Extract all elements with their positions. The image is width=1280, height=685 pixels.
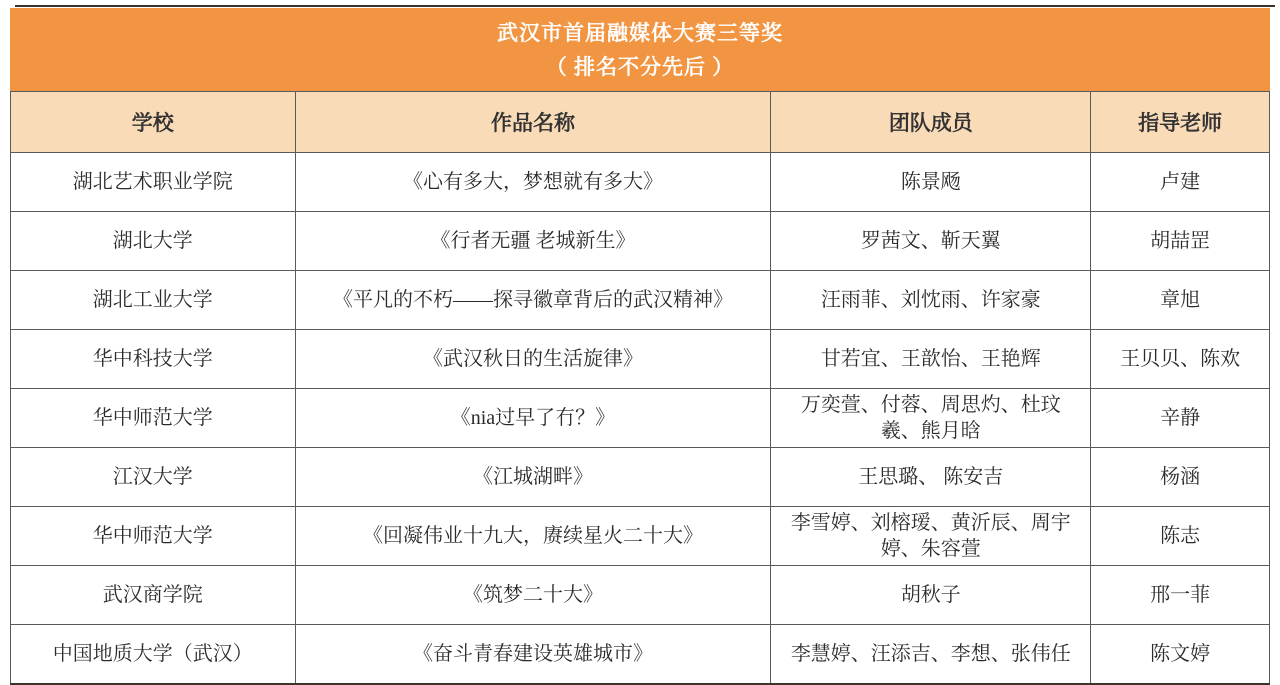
members-cell: 罗茜文、靳天翼 [771, 212, 1091, 271]
column-header-advisor: 指导老师 [1091, 92, 1270, 153]
members-cell: 李雪婷、刘榕瑷、黄沂辰、周宇婷、朱容萱 [771, 507, 1091, 566]
table-row [11, 271, 1270, 330]
members-cell: 汪雨菲、刘忱雨、许家豪 [771, 271, 1091, 330]
award-banner [10, 8, 1270, 91]
work-cell: 《筑梦二十大》 [295, 566, 771, 625]
column-header-work: 作品名称 [295, 92, 771, 153]
table-body [11, 153, 1270, 684]
advisor-cell: 杨涵 [1091, 448, 1270, 507]
table-row [11, 389, 1270, 448]
advisor-cell: 卢建 [1091, 153, 1270, 212]
table-row [11, 330, 1270, 389]
school-cell: 湖北艺术职业学院 [11, 153, 296, 212]
school-cell: 华中科技大学 [11, 330, 296, 389]
work-cell: 《心有多大，梦想就有多大》 [295, 153, 771, 212]
awards-table [10, 91, 1270, 685]
table-row [11, 566, 1270, 625]
work-cell: 《奋斗青春建设英雄城市》 [295, 625, 771, 684]
members-cell: 陈景飏 [771, 153, 1091, 212]
advisor-cell: 王贝贝、陈欢 [1091, 330, 1270, 389]
school-cell: 湖北工业大学 [11, 271, 296, 330]
banner-subtitle: （ 排名不分先后 ） [545, 54, 735, 79]
school-cell: 华中师范大学 [11, 389, 296, 448]
advisor-cell: 辛静 [1091, 389, 1270, 448]
members-cell: 万奕萱、付蓉、周思灼、杜玟羲、熊月晗 [771, 389, 1091, 448]
work-cell: 《武汉秋日的生活旋律》 [295, 330, 771, 389]
table-row [11, 625, 1270, 684]
table-row [11, 212, 1270, 271]
work-cell: 《行者无疆 老城新生》 [295, 212, 771, 271]
table-header-row [11, 92, 1270, 153]
members-cell: 王思璐、 陈安吉 [771, 448, 1091, 507]
members-cell: 胡秋子 [771, 566, 1091, 625]
top-divider-line [15, 5, 1275, 7]
school-cell: 江汉大学 [11, 448, 296, 507]
work-cell: 《nia过早了冇？》 [295, 389, 771, 448]
advisor-cell: 陈志 [1091, 507, 1270, 566]
advisor-cell: 胡喆罡 [1091, 212, 1270, 271]
advisor-cell: 陈文婷 [1091, 625, 1270, 684]
advisor-cell: 邢一菲 [1091, 566, 1270, 625]
school-cell: 华中师范大学 [11, 507, 296, 566]
work-cell: 《回凝伟业十九大，赓续星火二十大》 [295, 507, 771, 566]
school-cell: 湖北大学 [11, 212, 296, 271]
column-header-members: 团队成员 [771, 92, 1091, 153]
work-cell: 《江城湖畔》 [295, 448, 771, 507]
column-header-school: 学校 [11, 92, 296, 153]
advisor-cell: 章旭 [1091, 271, 1270, 330]
school-cell: 中国地质大学（武汉） [11, 625, 296, 684]
table-row [11, 448, 1270, 507]
members-cell: 甘若宜、王歆怡、王艳辉 [771, 330, 1091, 389]
members-cell: 李慧婷、汪添吉、李想、张伟任 [771, 625, 1091, 684]
table-row [11, 153, 1270, 212]
school-cell: 武汉商学院 [11, 566, 296, 625]
table-row [11, 507, 1270, 566]
work-cell: 《平凡的不朽——探寻徽章背后的武汉精神》 [295, 271, 771, 330]
banner-title: 武汉市首届融媒体大赛三等奖 [497, 20, 783, 45]
